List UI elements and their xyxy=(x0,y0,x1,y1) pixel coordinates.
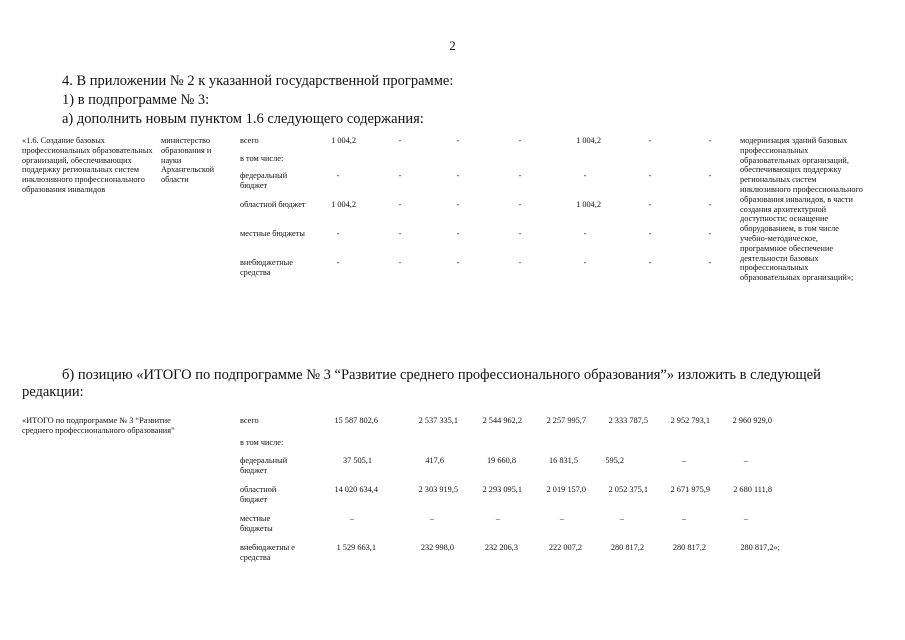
cell-total: 1 004,2 xyxy=(331,136,356,145)
cell-y5: - xyxy=(648,200,652,209)
cell-total: 1 529 663,1 xyxy=(336,543,376,552)
cell-y6: - xyxy=(708,171,712,180)
cell-y4: 280 817,2 xyxy=(610,543,644,552)
cell-y6: 280 817,2»; xyxy=(740,543,780,552)
cell-y6: - xyxy=(708,200,712,209)
cell-y3: - xyxy=(518,200,522,209)
cell-y4: - xyxy=(583,258,587,267)
cell-y2: - xyxy=(456,136,460,145)
cell-y1: 417,6 xyxy=(425,456,444,465)
cell-y3: - xyxy=(518,258,522,267)
intro-line-1: 4. В приложении № 2 к указанной государственной программе: xyxy=(62,73,454,89)
cell-y3: 222 007,2 xyxy=(548,543,582,552)
cell-y5: - xyxy=(648,136,652,145)
cell-y4: 595,2 xyxy=(605,456,624,465)
cell-y2: - xyxy=(456,229,460,238)
cell-y1: - xyxy=(398,136,402,145)
cell-y5: 280 817,2 xyxy=(672,543,706,552)
cell-total: - xyxy=(336,171,340,180)
row-label: областной бюджет xyxy=(240,485,277,504)
row-label: областной бюджет xyxy=(240,200,306,209)
cell-y5: - xyxy=(648,171,652,180)
cell-total: – xyxy=(349,514,355,523)
cell-y2: – xyxy=(495,514,501,523)
cell-y3: 2 257 995,7 xyxy=(546,416,586,425)
activity-name: «1.6. Создание базовых профессиональных образовательных организаций, обеспечивающих поддержку региональных систем инклюзивного профессионального образования инвалидов xyxy=(22,136,153,194)
cell-total: 1 004,2 xyxy=(331,200,356,209)
cell-y1: - xyxy=(398,200,402,209)
cell-total: 14 020 634,4 xyxy=(334,485,378,494)
cell-y3: – xyxy=(559,514,565,523)
cell-total: - xyxy=(336,229,340,238)
cell-y5: 2 952 793,1 xyxy=(670,416,710,425)
cell-y3: - xyxy=(518,229,522,238)
cell-y4: 2 052 375,1 xyxy=(608,485,648,494)
cell-y5: - xyxy=(648,258,652,267)
cell-y2: 232 206,3 xyxy=(484,543,518,552)
cell-y1: - xyxy=(398,171,402,180)
row-label: местные бюджеты xyxy=(240,229,305,238)
row-label: всего xyxy=(240,416,259,425)
row-label: федеральный бюджет xyxy=(240,171,288,190)
row-label: всего xyxy=(240,136,259,145)
row-label: в том числе: xyxy=(240,154,284,163)
cell-y3: - xyxy=(518,171,522,180)
cell-y4: 1 004,2 xyxy=(576,200,601,209)
cell-y2: 2 544 962,2 xyxy=(482,416,522,425)
cell-y2: - xyxy=(456,258,460,267)
cell-total: 37 505,1 xyxy=(342,456,372,465)
cell-y5: 2 671 975,9 xyxy=(670,485,710,494)
executor-name: министерство образования и науки Архангельской области xyxy=(161,136,215,185)
cell-y4: 2 333 787,5 xyxy=(608,416,648,425)
cell-y4: - xyxy=(583,229,587,238)
cell-y1: – xyxy=(429,514,435,523)
row-label: федеральный бюджет xyxy=(240,456,288,475)
intro-line-3: а) дополнить новым пунктом 1.6 следующего содержания: xyxy=(62,111,424,127)
cell-y1: 2 537 335,1 xyxy=(418,416,458,425)
page-number: 2 xyxy=(449,38,456,53)
cell-y6: 2 680 111,8 xyxy=(733,485,772,494)
expected-result: модернизация зданий базовых профессиональных образовательных организаций, обеспечивающих поддержку региональных систем инклюзивного профессионального образования инвалидов, в части создания архитектурной доступности; оснащение оборудованием, в том числе учебно-методическое, программное обеспечение деятельности базовых профессиональных образовательных организаций»; xyxy=(740,136,863,283)
cell-y3: 2 019 157,0 xyxy=(546,485,586,494)
intro-line-2: 1) в подпрограмме № 3: xyxy=(62,92,210,108)
cell-y1: - xyxy=(398,229,402,238)
cell-y3: 16 831,5 xyxy=(548,456,578,465)
cell-y6: 2 960 929,0 xyxy=(732,416,772,425)
para-b-line-2: редакции: xyxy=(22,384,84,400)
cell-y2: - xyxy=(456,171,460,180)
cell-y4: – xyxy=(619,514,625,523)
row-label: внебюджетные средства xyxy=(240,258,293,277)
row-label: в том числе: xyxy=(240,438,284,447)
cell-y6: - xyxy=(708,229,712,238)
cell-y4: 1 004,2 xyxy=(576,136,601,145)
cell-y2: - xyxy=(456,200,460,209)
cell-y6: – xyxy=(743,514,749,523)
cell-y6: - xyxy=(708,136,712,145)
cell-y6: - xyxy=(708,258,712,267)
cell-total: 15 587 802,6 xyxy=(334,416,378,425)
row-label: внебюджетны е средства xyxy=(240,543,295,562)
total-title: «ИТОГО по подпрограмме № 3 “Развитие среднего профессионального образования” xyxy=(22,416,175,435)
cell-total: - xyxy=(336,258,340,267)
row-label: местные бюджеты xyxy=(240,514,273,533)
cell-y6: – xyxy=(743,456,749,465)
cell-y2: 2 293 095,1 xyxy=(482,485,522,494)
cell-y3: - xyxy=(518,136,522,145)
para-b-line-1: б) позицию «ИТОГО по подпрограмме № 3 “Развитие среднего профессионального образования”» изложить в следующей xyxy=(62,367,821,383)
cell-y1: 2 303 919,5 xyxy=(418,485,458,494)
cell-y5: – xyxy=(681,514,687,523)
cell-y2: 19 660,8 xyxy=(486,456,516,465)
cell-y5: - xyxy=(648,229,652,238)
cell-y4: - xyxy=(583,171,587,180)
cell-y5: – xyxy=(681,456,687,465)
cell-y1: 232 998,0 xyxy=(420,543,454,552)
cell-y1: - xyxy=(398,258,402,267)
